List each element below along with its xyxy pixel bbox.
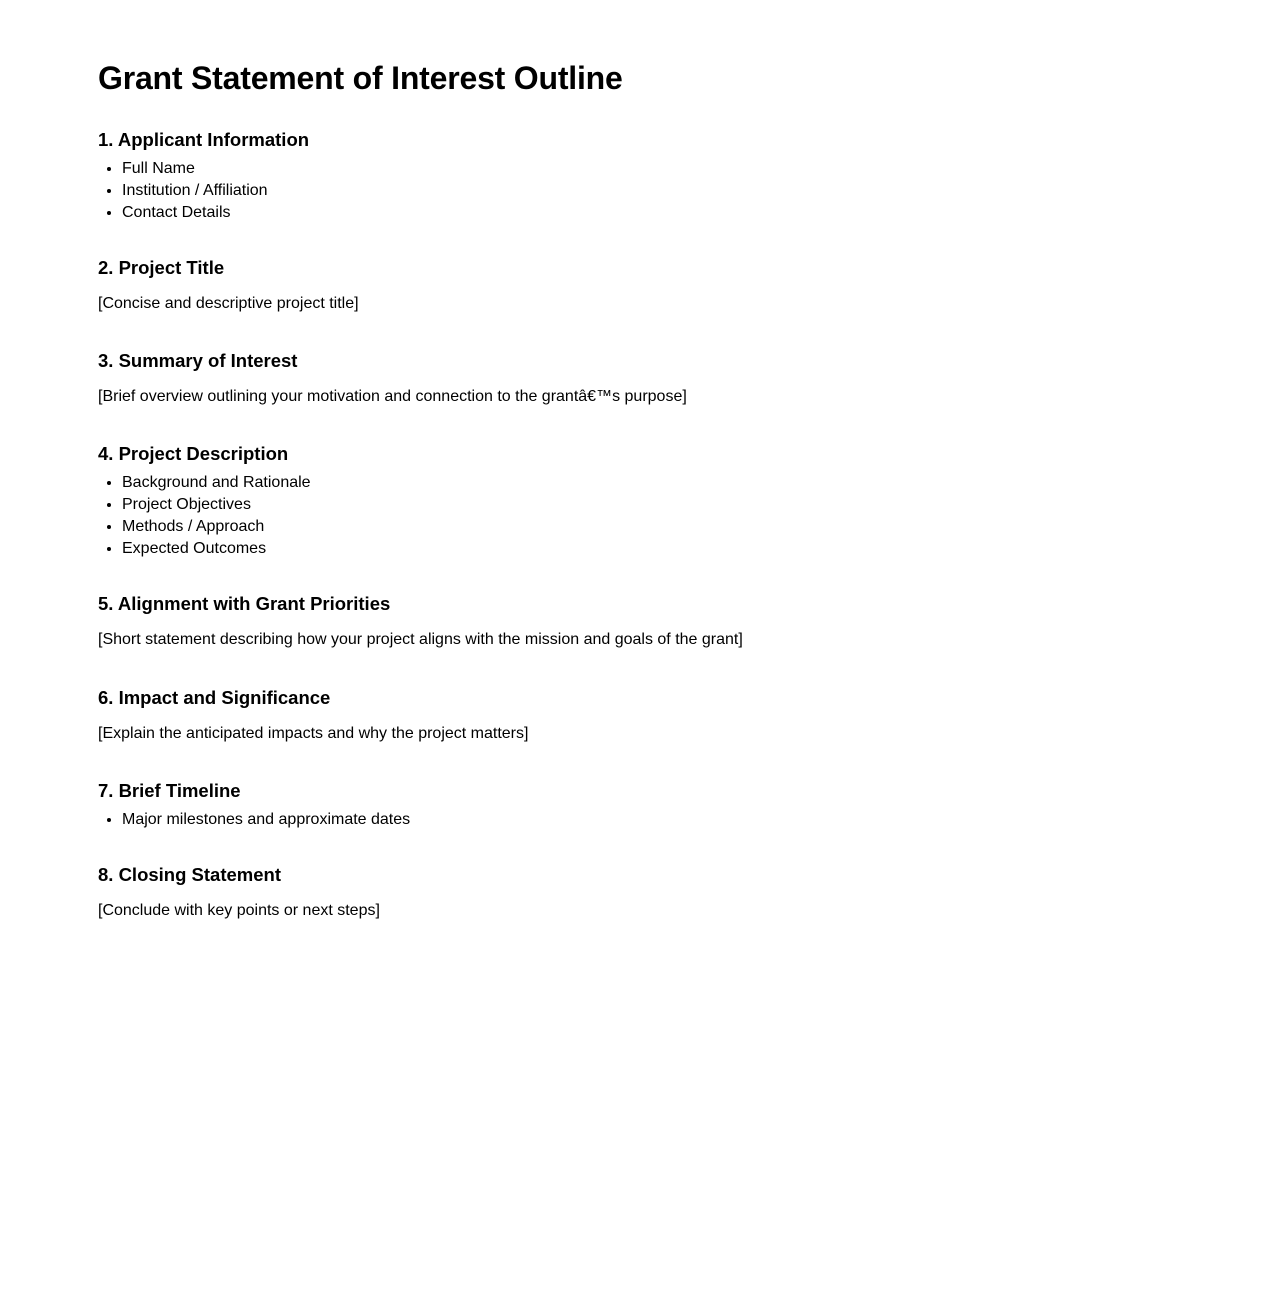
page-title: Grant Statement of Interest Outline bbox=[98, 60, 623, 96]
list-item: • Institution / Affiliation bbox=[122, 180, 1278, 202]
section-project-description bbox=[98, 442, 1278, 560]
section-placeholder-text: [Brief overview outlining your motivation and connection to the grantâ€™s purpose] bbox=[98, 388, 687, 405]
section-heading: 6. Impact and Significance bbox=[98, 687, 331, 708]
list-item: • Background and Rationale bbox=[122, 472, 1278, 494]
list-item: • Contact Details bbox=[122, 202, 1278, 224]
section-heading: 3. Summary of Interest bbox=[98, 350, 298, 371]
section-placeholder-text: [Short statement describing how your project aligns with the mission and goals of the grant] bbox=[98, 631, 743, 648]
section-applicant-information bbox=[98, 128, 1278, 224]
section-heading: 8. Closing Statement bbox=[98, 864, 281, 885]
section-heading: 7. Brief Timeline bbox=[98, 780, 241, 801]
list-item: • Project Objectives bbox=[122, 494, 1278, 516]
section-placeholder-text: [Explain the anticipated impacts and why the project matters] bbox=[98, 725, 529, 742]
section-project-title bbox=[98, 256, 1278, 312]
section-impact-and-significance bbox=[98, 686, 1278, 742]
section-closing-statement bbox=[98, 863, 1278, 919]
section-placeholder-text: [Conclude with key points or next steps] bbox=[98, 902, 380, 919]
section-placeholder-text: [Concise and descriptive project title] bbox=[98, 295, 359, 312]
bullet-list bbox=[98, 809, 1278, 831]
bullet-list bbox=[98, 472, 1278, 560]
section-heading: 4. Project Description bbox=[98, 443, 289, 464]
section-heading: 5. Alignment with Grant Priorities bbox=[98, 593, 391, 614]
list-item: • Full Name bbox=[122, 158, 1278, 180]
section-summary-of-interest bbox=[98, 349, 1278, 405]
list-item: • Expected Outcomes bbox=[122, 538, 1278, 560]
list-item: • Methods / Approach bbox=[122, 516, 1278, 538]
list-item: • Major milestones and approximate dates bbox=[122, 809, 1278, 831]
bullet-list bbox=[98, 158, 1278, 224]
section-heading: 2. Project Title bbox=[98, 257, 225, 278]
section-brief-timeline bbox=[98, 779, 1278, 831]
section-alignment-with-grant-priorities bbox=[98, 592, 1278, 648]
section-heading: 1. Applicant Information bbox=[98, 129, 310, 150]
